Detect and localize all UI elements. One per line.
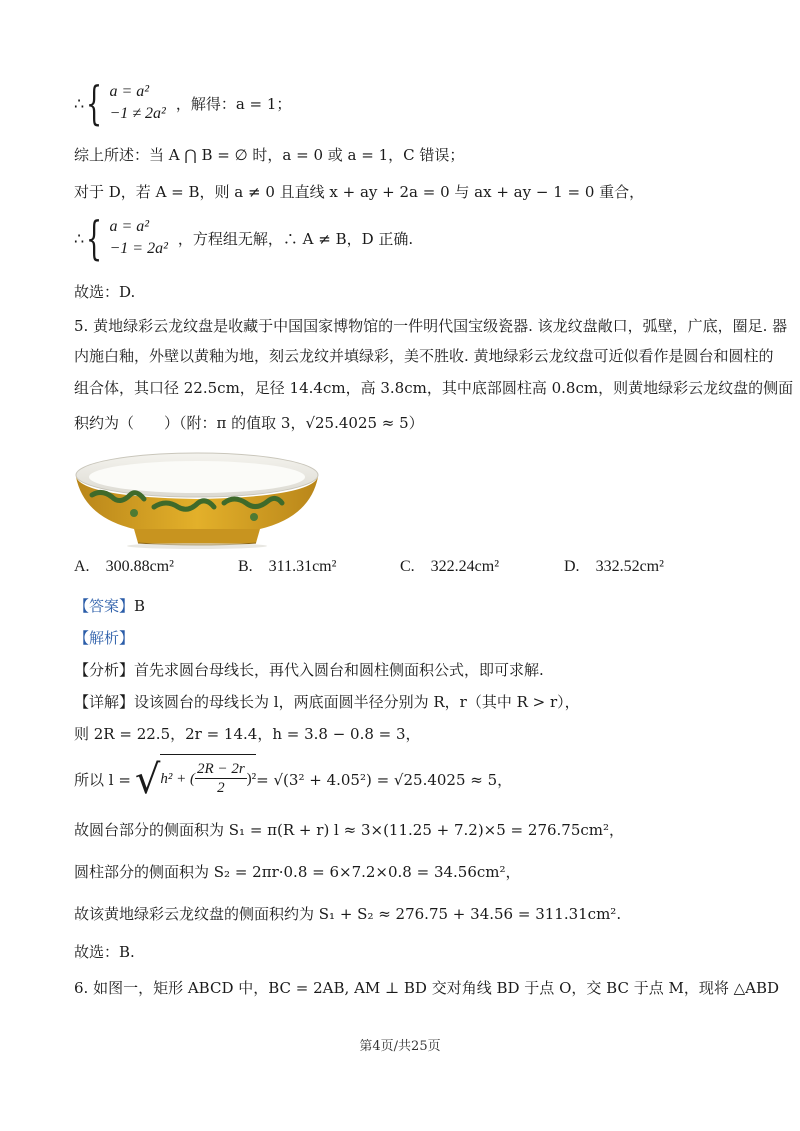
equation-2 [74, 756, 512, 804]
option-label: A. [74, 558, 90, 575]
porcelain-plate-image [74, 447, 320, 549]
fenxi-text: 首先求圆台母线长，再代入圆台和圆柱侧面积公式，即可求解. [134, 661, 544, 679]
equation-3: 故圆台部分的侧面积为 S₁ = π(R + r) l ≈ 3×(11.25 + 7.2)×5 = 276.75cm²， [74, 821, 625, 839]
xiangjie-line [74, 692, 580, 712]
option-b [238, 558, 336, 576]
therefore-symbol: ∴ [74, 93, 85, 113]
option-label: B. [238, 558, 253, 575]
question-6-line-1: 6. 如图一，矩形 ABCD 中，BC = 2AB, AM ⊥ BD 交对角线 BD 于点 O，交 BC 于点 M，现将 △ABD [74, 979, 780, 997]
left-brace: { [86, 76, 103, 130]
therefore-symbol: ∴ [74, 228, 85, 248]
radical-sign: √ [134, 757, 161, 803]
answer-line [74, 596, 145, 616]
left-brace: { [86, 211, 103, 265]
fraction-numerator: 2R − 2r [197, 761, 245, 777]
summary-line: 综上所述：当 A ⋂ B = ∅ 时，a = 0 或 a = 1，C 错误； [74, 146, 465, 164]
system-row: −1 ≠ 2a² [109, 105, 166, 122]
option-d-intro: 对于 D，若 A = B，则 a ≠ 0 且直线 x + ay + 2a = 0 与 ax + ay − 1 = 0 重合， [74, 183, 645, 201]
equation-2-suffix: = √(3² + 4.05²) = √25.4025 ≈ 5， [256, 771, 513, 789]
choice-line-2: 故选：B. [74, 943, 135, 961]
option-c [400, 558, 499, 576]
question-5-line-2: 内施白釉，外壁以黄釉为地，刻云龙纹并填绿彩，美不胜收. 黄地绿彩云龙纹盘可近似看作是圆台和圆柱的 [74, 347, 774, 365]
option-value: 311.31cm² [268, 558, 337, 575]
question-5-line-4: 积约为（ ）（附：π 的值取 3，√25.4025 ≈ 5） [74, 414, 424, 432]
fraction-denominator: 2 [217, 780, 225, 796]
equation-1: 则 2R = 22.5，2r = 14.4，h = 3.8 − 0.8 = 3， [74, 725, 421, 743]
radicand [160, 754, 256, 801]
option-value: 332.52cm² [595, 558, 664, 575]
system-row: a = a² [109, 218, 150, 235]
question-5-line-1: 5. 黄地绿彩云龙纹盘是收藏于中国国家博物馆的一件明代国宝级瓷器. 该龙纹盘敞口，弧壁，广底，圈足. 器 [74, 317, 788, 335]
equation-system-1 [74, 76, 292, 130]
option-label: D. [564, 558, 580, 575]
option-label: C. [400, 558, 415, 575]
equation-system-2 [74, 211, 414, 265]
fenxi-line [74, 660, 544, 680]
radicand-suffix: )² [246, 770, 257, 787]
analysis-tag: 【解析】 [74, 629, 135, 647]
equation-4: 圆柱部分的侧面积为 S₂ = 2πr·0.8 = 6×7.2×0.8 = 34.56cm²， [74, 863, 521, 881]
radicand-prefix: h² + ( [160, 770, 196, 787]
option-value: 322.24cm² [430, 558, 500, 575]
fraction [195, 760, 247, 797]
question-5-line-3: 组合体，其口径 22.5cm，足径 14.4cm，高 3.8cm，其中底部圆柱高 0.8cm，则黄地绿彩云龙纹盘的侧面 [74, 379, 794, 397]
equation-5: 故该黄地绿彩云龙纹盘的侧面积约为 S₁ + S₂ ≈ 276.75 + 34.56 = 311.31cm². [74, 905, 622, 923]
system-row: a = a² [109, 83, 150, 100]
choice-line-1: 故选：D. [74, 283, 136, 301]
analysis-line [74, 628, 134, 648]
answer-value: B [134, 597, 146, 615]
system-result: ，方程组无解，∴ A ≠ B，D 正确. [177, 229, 414, 248]
equation-2-prefix: 所以 l = [74, 771, 131, 789]
system-row: −1 = 2a² [109, 240, 168, 257]
option-a [74, 558, 174, 576]
xiangjie-text: 设该圆台的母线长为 l，两底面圆半径分别为 R，r（其中 R > r）， [134, 693, 580, 711]
answer-tag: 【答案】 [74, 597, 135, 615]
page-footer: 第4页/共25页 [359, 1039, 441, 1054]
option-d [564, 558, 664, 576]
fenxi-tag: 【分析】 [74, 661, 135, 679]
xiangjie-tag: 【详解】 [74, 693, 135, 711]
system-result: ，解得：a = 1； [175, 94, 292, 113]
option-value: 300.88cm² [105, 558, 174, 575]
